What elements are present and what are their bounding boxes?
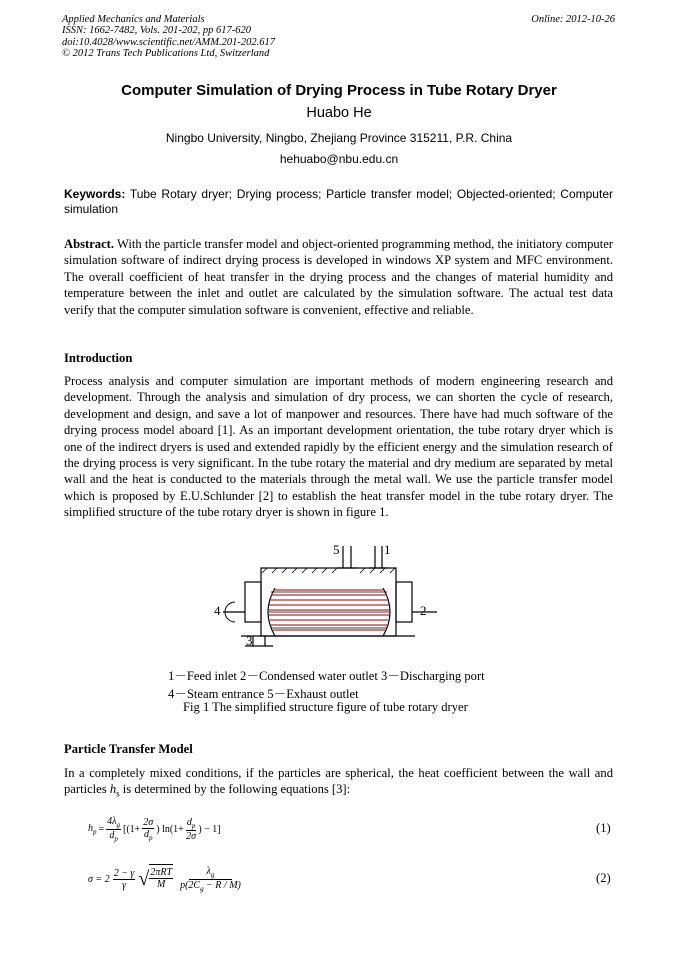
eq1-frac2-den-subscript: p [149, 833, 153, 842]
equation-2 [88, 860, 241, 898]
model-text-post: is determined by the following equations [3]: [119, 782, 351, 797]
model-text [64, 765, 613, 802]
figure-label-5: 5 [333, 542, 340, 557]
eq2-frac1-den: γ [122, 879, 127, 891]
eq1-equals: = [98, 823, 105, 835]
eq1-frac3-num-subscript: p [191, 821, 196, 830]
author-email: hehuabo@nbu.edu.cn [279, 152, 399, 166]
eq2-sqrt [138, 864, 173, 894]
affiliation: Ningbo University, Ningbo, Zhejiang Province 315211, P.R. China [165, 131, 513, 145]
figure-label-3: 3 [246, 633, 253, 648]
keywords-label: Keywords: [64, 187, 126, 201]
eq1-tail: ) − 1] [198, 823, 221, 835]
keywords [64, 187, 613, 216]
abstract-text: With the particle transfer model and object-oriented programming method, the initiatory computer simulation software of indirect drying process is developed in windows XP system and MFC environment. The overall coefficient of heat transfer in the drying process and the changes of material humidity and temperature between the inlet and outlet are calculated by the simulation software. The actual test data verify that the computer simulation software is convenient, effective and reliable. [64, 237, 614, 317]
figure-caption: Fig 1 The simplified structure figure of tube rotary dryer [183, 700, 468, 714]
sqrt-icon: √ [138, 868, 150, 890]
section-heading-introduction: Introduction [64, 351, 133, 365]
eq1-lhs-subscript: p [93, 827, 97, 836]
eq1-fraction-1 [106, 816, 121, 843]
figure-legend-line-2: 4－Steam entrance 5－Exhaust outlet [168, 687, 359, 701]
eq1-frac2-num: 2σ [143, 816, 154, 828]
symbol-h-subscript: s [116, 788, 120, 799]
figure-legend-line-1: 1－Feed inlet 2－Condensed water outlet 3－Discharging port [168, 669, 485, 683]
eq2-frac3-num-subscript: g [210, 870, 215, 879]
eq2-sqrt-num: 2πRT [150, 867, 173, 878]
eq2-fraction-1 [113, 868, 136, 891]
eq1-mid-2: ) ln(1+ [156, 823, 184, 835]
eq2-sqrt-den: M [157, 879, 166, 890]
eq2-frac3-num: λ [206, 865, 211, 877]
dryer-structure-figure [205, 540, 455, 658]
eq2-frac3-den-subscript: g [200, 884, 204, 893]
online-date: Online: 2012-10-26 [531, 14, 615, 25]
eq1-frac1-num: 4λ [107, 815, 117, 827]
eq1-lhs: h [88, 822, 93, 834]
eq1-mid-1: [(1+ [122, 823, 141, 835]
eq1-frac3-den: 2σ [186, 830, 197, 842]
doi-line: doi:10.4028/www.scientific.net/AMM.201-202.617 [62, 37, 275, 48]
model-text-pre: In a completely mixed conditions, if the particles are spherical, the heat coefficient between the wall and particles [64, 766, 613, 797]
author-name: Huabo He [306, 105, 372, 121]
equation-1-number: (1) [596, 821, 611, 835]
figure-label-1: 1 [384, 542, 391, 557]
eq2-fraction-3 [180, 866, 241, 893]
section-heading-particle-transfer-model: Particle Transfer Model [64, 742, 193, 756]
equation-1 [88, 812, 221, 846]
issn-line: ISSN: 1662-7482, Vols. 201-202, pp 617-620 [62, 25, 251, 36]
paper-title: Computer Simulation of Drying Process in Tube Rotary Dryer [121, 82, 557, 99]
eq2-frac3-den-a: p(2C [180, 879, 201, 891]
abstract-label: Abstract. [64, 237, 115, 251]
eq1-fraction-2 [142, 817, 154, 842]
journal-name: Applied Mechanics and Materials [62, 14, 205, 25]
eq1-frac2-den: d [144, 828, 150, 840]
figure-label-2: 2 [420, 603, 427, 618]
eq2-lhs: σ = 2 [88, 873, 110, 885]
symbol-h: h [109, 782, 117, 797]
eq1-frac3-num: d [186, 816, 192, 828]
keywords-text: Tube Rotary dryer; Drying process; Particle transfer model; Objected-oriented; Computer simulation [64, 187, 613, 216]
eq1-frac1-num-subscript: g [116, 820, 120, 829]
eq1-frac1-den: d [109, 829, 115, 841]
abstract [64, 236, 613, 318]
equation-2-number: (2) [596, 871, 611, 885]
eq2-frac1-num: 2 − γ [113, 867, 135, 879]
eq2-frac3-den-b: − R / M) [203, 879, 241, 891]
eq1-fraction-3 [186, 817, 197, 842]
figure-label-4: 4 [214, 603, 221, 618]
eq1-frac1-den-subscript: p [114, 834, 118, 843]
copyright-line: © 2012 Trans Tech Publications Ltd, Switzerland [62, 48, 270, 59]
introduction-text: Process analysis and computer simulation are important methods of modern engineering research and development. Through the analysis and simulation of dry process, we can shorten the cycle of research, development and design, and save a lot of manpower and resources. There have had much software of the drying process model aboard [1]. As an important development orientation, the tube rotary dryer which is one of the indirect dryers is used and extended rapidly by the efficient energy and the simulation research of the drying process is very significant. In the tube rotary the material and dry medium are separated by metal wall and the heat is conducted to the materials through the metal wall. We use the particle transfer model which is proposed by E.U.Schlunder [2] to establish the heat transfer model in the tube rotary dryer. The simplified structure of the tube rotary dryer is shown in figure 1. [64, 374, 613, 520]
